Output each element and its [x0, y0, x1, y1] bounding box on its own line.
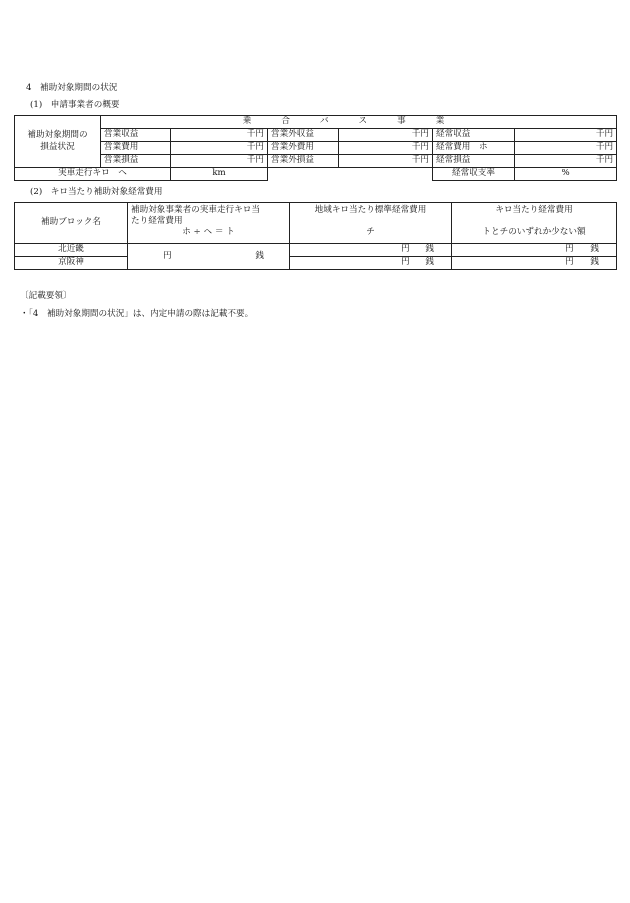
per-km-cost-header	[452, 203, 617, 244]
ratio-label: 経常収支率	[433, 168, 515, 181]
yen-unit: 円	[163, 250, 172, 261]
ratio-unit: %	[515, 168, 617, 181]
actual-cost-value	[128, 244, 290, 270]
block-name: 北近畿	[15, 244, 128, 257]
cell-label: 経常費用 ホ	[433, 142, 515, 155]
table-row	[15, 168, 617, 181]
sen-unit: 銭	[255, 250, 264, 261]
cell-label: 営業損益	[101, 155, 171, 168]
cell-label: 営業外損益	[268, 155, 339, 168]
actual-cost-header	[128, 203, 290, 244]
per-km-cost-header-line1: キロ当たり経常費用	[495, 205, 573, 215]
standard-cost-mark: チ	[366, 227, 375, 238]
profit-loss-table	[14, 115, 617, 181]
subsection-2-title: (2) キロ当たり補助対象経常費用	[30, 187, 163, 197]
cell-unit: 千円	[171, 129, 268, 142]
cell-label: 営業費用	[101, 142, 171, 155]
cost-per-km-table	[14, 202, 617, 270]
cell-unit: 千円	[515, 142, 617, 155]
cell-unit: 千円	[339, 142, 433, 155]
actual-cost-formula: ホ ÷ ヘ ＝ ト	[182, 227, 235, 238]
profit-loss-row-label: 補助対象期間の 損益状況	[15, 116, 101, 168]
yen-unit: 円	[401, 257, 410, 268]
actual-cost-header-line1: 補助対象事業者の実車走行キロ当	[131, 205, 260, 215]
standard-cost-header-line1: 地域キロ当たり標準経常費用	[314, 205, 427, 215]
table-row	[15, 244, 617, 257]
section-heading: 4 補助対象期間の状況	[26, 83, 118, 93]
cell-label: 営業外収益	[268, 129, 339, 142]
cell-label: 営業外費用	[268, 142, 339, 155]
sen-unit: 銭	[425, 244, 434, 255]
per-km-cost-value	[452, 244, 617, 257]
yen-unit: 円	[401, 244, 410, 255]
cell-label: 経常損益	[433, 155, 515, 168]
standard-cost-header	[290, 203, 452, 244]
table-row	[15, 257, 617, 270]
block-name: 京阪神	[15, 257, 128, 270]
sen-unit: 銭	[590, 257, 599, 268]
table-row	[15, 142, 617, 155]
cell-unit: 千円	[171, 155, 268, 168]
per-km-cost-value	[452, 257, 617, 270]
bus-business-header: 乗合バス事業	[101, 116, 617, 129]
cell-unit: 千円	[515, 155, 617, 168]
cell-label: 経常収益	[433, 129, 515, 142]
cell-unit: 千円	[339, 155, 433, 168]
block-name-header: 補助ブロック名	[15, 203, 128, 244]
cell-unit: 千円	[171, 142, 268, 155]
table-row	[15, 155, 617, 168]
notes-item: ・「4 補助対象期間の状況」は、内定申請の際は記載不要。	[20, 309, 254, 319]
sen-unit: 銭	[590, 244, 599, 255]
sen-unit: 銭	[425, 257, 434, 268]
actual-cost-header-line2: たり経常費用	[131, 216, 183, 227]
standard-cost-value	[290, 244, 452, 257]
mileage-label: 実車走行キロ ヘ	[15, 168, 171, 181]
subsection-1-title: (1) 申請事業者の概要	[30, 100, 120, 110]
empty-cell	[268, 168, 433, 181]
mileage-unit: km	[171, 168, 268, 181]
notes-title: 〔記載要領〕	[20, 291, 72, 301]
cell-label: 営業収益	[101, 129, 171, 142]
standard-cost-value	[290, 257, 452, 270]
per-km-cost-header-line2: トとチのいずれか少ない額	[482, 227, 586, 238]
yen-unit: 円	[565, 244, 574, 255]
yen-unit: 円	[565, 257, 574, 268]
cell-unit: 千円	[339, 129, 433, 142]
table-row	[15, 129, 617, 142]
cell-unit: 千円	[515, 129, 617, 142]
